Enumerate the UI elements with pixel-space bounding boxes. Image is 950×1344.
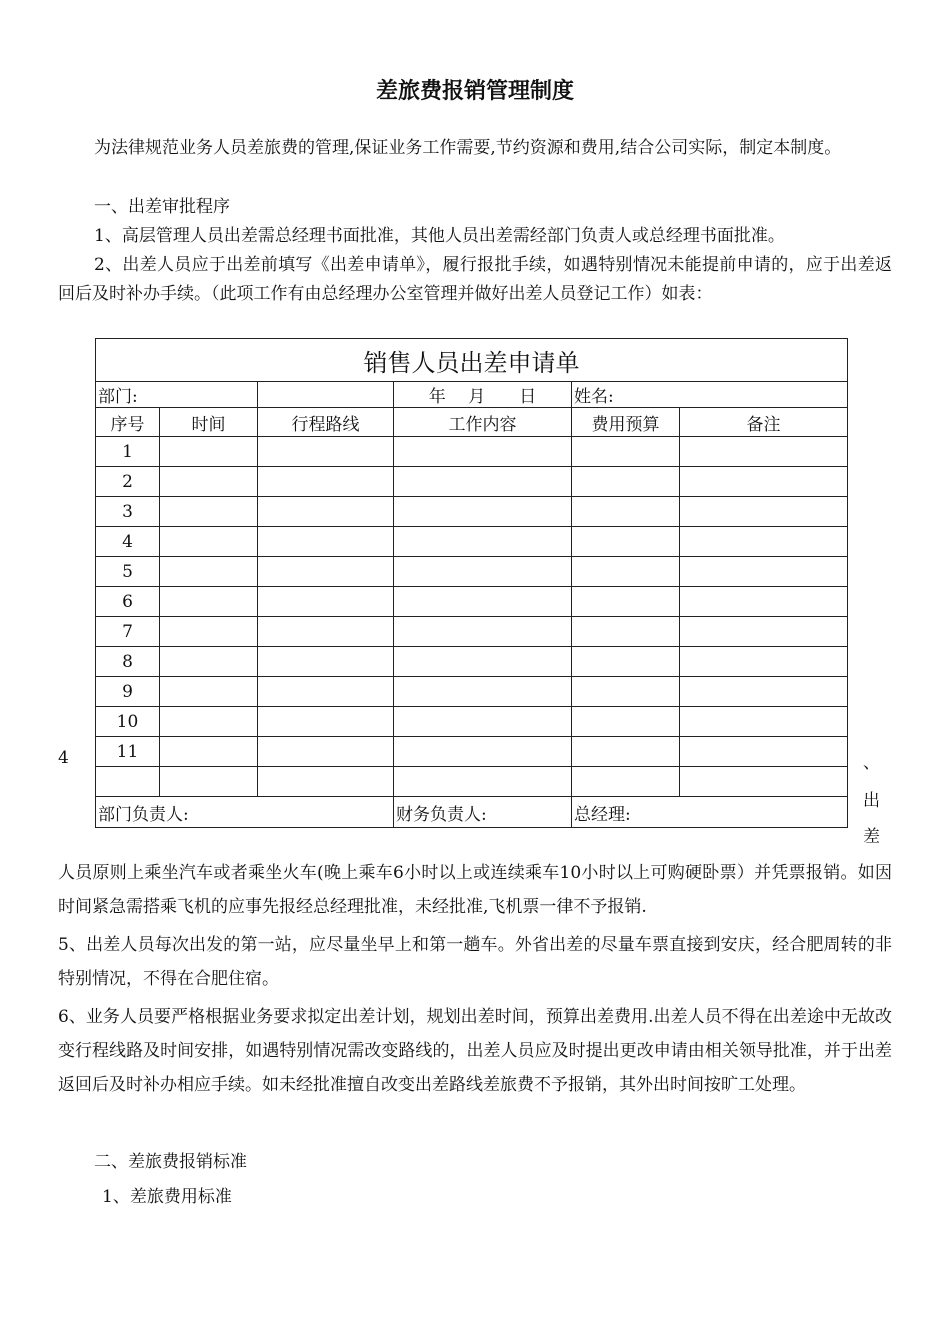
route-cell[interactable] xyxy=(258,467,394,497)
time-cell[interactable] xyxy=(160,737,258,767)
row-index: 10 xyxy=(96,707,160,737)
remarks-cell[interactable] xyxy=(680,767,848,797)
header-time: 时间 xyxy=(160,408,258,437)
travel-application-form xyxy=(95,338,848,828)
budget-cell[interactable] xyxy=(572,437,680,467)
remarks-cell[interactable] xyxy=(680,617,848,647)
budget-cell[interactable] xyxy=(572,737,680,767)
name-label: 姓名: xyxy=(572,382,848,408)
budget-cell[interactable] xyxy=(572,587,680,617)
table-row xyxy=(96,707,848,737)
route-cell[interactable] xyxy=(258,707,394,737)
remarks-cell[interactable] xyxy=(680,497,848,527)
form-title: 销售人员出差申请单 xyxy=(96,339,848,382)
time-cell[interactable] xyxy=(160,587,258,617)
table-row xyxy=(96,527,848,557)
work-content-cell[interactable] xyxy=(394,617,572,647)
work-content-cell[interactable] xyxy=(394,527,572,557)
remarks-cell[interactable] xyxy=(680,677,848,707)
table-row xyxy=(96,497,848,527)
work-content-cell[interactable] xyxy=(394,497,572,527)
header-budget: 费用预算 xyxy=(572,408,680,437)
budget-cell[interactable] xyxy=(572,467,680,497)
time-cell[interactable] xyxy=(160,647,258,677)
work-content-cell[interactable] xyxy=(394,587,572,617)
header-work-content: 工作内容 xyxy=(394,408,572,437)
budget-cell[interactable] xyxy=(572,707,680,737)
table-row xyxy=(96,557,848,587)
route-cell[interactable] xyxy=(258,557,394,587)
table-row xyxy=(96,467,848,497)
route-cell[interactable] xyxy=(258,677,394,707)
remarks-cell[interactable] xyxy=(680,737,848,767)
route-cell[interactable] xyxy=(258,617,394,647)
row-index: 1 xyxy=(96,437,160,467)
work-content-cell[interactable] xyxy=(394,467,572,497)
table-row xyxy=(96,737,848,767)
item-4-side-char-1: 、 xyxy=(863,753,880,773)
budget-cell[interactable] xyxy=(572,557,680,587)
budget-cell[interactable] xyxy=(572,527,680,557)
budget-cell[interactable] xyxy=(572,677,680,707)
table-row xyxy=(96,437,848,467)
date-label: 年 月 日 xyxy=(394,382,572,408)
item-4-side-char-3: 差 xyxy=(863,827,880,847)
document-title: 差旅费报销管理制度 xyxy=(375,78,574,104)
header-remarks: 备注 xyxy=(680,408,848,437)
route-cell[interactable] xyxy=(258,737,394,767)
row-index: 9 xyxy=(96,677,160,707)
table-row xyxy=(96,617,848,647)
intro-paragraph: 为法律规范业务人员差旅费的管理,保证业务工作需要,节约资源和费用,结合公司实际，制定本制度。 xyxy=(94,138,842,158)
item-1: 1、高层管理人员出差需总经理书面批准，其他人员出差需经部门负责人或总经理书面批准。 xyxy=(94,226,785,246)
finance-head-label: 财务负责人: xyxy=(394,797,572,828)
time-cell[interactable] xyxy=(160,557,258,587)
route-cell[interactable] xyxy=(258,437,394,467)
section-heading-approval: 一、出差审批程序 xyxy=(94,197,230,217)
remarks-cell[interactable] xyxy=(680,587,848,617)
route-cell[interactable] xyxy=(258,647,394,677)
remarks-cell[interactable] xyxy=(680,467,848,497)
item-4-side-char-2: 出 xyxy=(863,791,880,811)
work-content-cell[interactable] xyxy=(394,737,572,767)
item-4: 人员原则上乘坐汽车或者乘坐火车(晚上乘车6小时以上或连续乘车10小时以上可购硬卧票）并凭票报销。如因时间紧急需搭乘飞机的应事先报经总经理批准，未经批准,飞机票一律不予报销. xyxy=(58,863,892,917)
route-cell[interactable] xyxy=(258,527,394,557)
time-cell[interactable] xyxy=(160,767,258,797)
work-content-cell[interactable] xyxy=(394,707,572,737)
row-index: 11 xyxy=(96,737,160,767)
general-manager-label: 总经理: xyxy=(572,797,848,828)
item-4-number: 4 xyxy=(58,748,69,768)
route-cell[interactable] xyxy=(258,587,394,617)
table-row xyxy=(96,647,848,677)
time-cell[interactable] xyxy=(160,617,258,647)
remarks-cell[interactable] xyxy=(680,707,848,737)
budget-cell[interactable] xyxy=(572,767,680,797)
item-6: 6、业务人员要严格根据业务要求拟定出差计划，规划出差时间，预算出差费用.出差人员不得在出差途中无故改变行程线路及时间安排，如遇特别情况需改变路线的，出差人员应及时提出更改申请由相关领导批准，并于出差返回后及时补办相应手续。如未经批准擅自改变出差路线差旅费不予报销，其外出时间按旷工处理。 xyxy=(58,1007,892,1095)
time-cell[interactable] xyxy=(160,497,258,527)
time-cell[interactable] xyxy=(160,437,258,467)
item-2: 2、出差人员应于出差前填写《出差申请单》，履行报批手续，如遇特别情况未能提前申请的，应于出差返回后及时补办手续。（此项工作有由总经理办公室管理并做好出差人员登记工作）如表： xyxy=(58,255,892,304)
work-content-cell[interactable] xyxy=(394,437,572,467)
work-content-cell[interactable] xyxy=(394,647,572,677)
item-5: 5、出差人员每次出发的第一站，应尽量坐早上和第一趟车。外省出差的尽量车票直接到安庆，经合肥周转的非特别情况，不得在合肥住宿。 xyxy=(58,935,892,989)
budget-cell[interactable] xyxy=(572,617,680,647)
remarks-cell[interactable] xyxy=(680,557,848,587)
header-index: 序号 xyxy=(96,408,160,437)
row-index: 6 xyxy=(96,587,160,617)
time-cell[interactable] xyxy=(160,707,258,737)
route-cell[interactable] xyxy=(258,497,394,527)
work-content-cell[interactable] xyxy=(394,557,572,587)
row-index: 7 xyxy=(96,617,160,647)
table-row xyxy=(96,767,848,797)
table-row xyxy=(96,677,848,707)
section-heading-standards: 二、差旅费报销标准 xyxy=(94,1152,247,1172)
row-index: 5 xyxy=(96,557,160,587)
budget-cell[interactable] xyxy=(572,497,680,527)
table-row xyxy=(96,587,848,617)
row-index xyxy=(96,767,160,797)
row-index: 2 xyxy=(96,467,160,497)
time-cell[interactable] xyxy=(160,467,258,497)
remarks-cell[interactable] xyxy=(680,647,848,677)
route-cell[interactable] xyxy=(258,767,394,797)
form-rows xyxy=(96,437,848,797)
dept-label: 部门: xyxy=(96,382,258,408)
time-cell[interactable] xyxy=(160,527,258,557)
remarks-cell[interactable] xyxy=(680,527,848,557)
time-cell[interactable] xyxy=(160,677,258,707)
remarks-cell[interactable] xyxy=(680,437,848,467)
budget-cell[interactable] xyxy=(572,647,680,677)
row-index: 4 xyxy=(96,527,160,557)
header-route: 行程路线 xyxy=(258,408,394,437)
dept-value-cell[interactable] xyxy=(258,382,394,408)
row-index: 8 xyxy=(96,647,160,677)
work-content-cell[interactable] xyxy=(394,767,572,797)
dept-head-label: 部门负责人: xyxy=(96,797,394,828)
sub-item-1: 1、差旅费用标准 xyxy=(102,1187,232,1207)
row-index: 3 xyxy=(96,497,160,527)
work-content-cell[interactable] xyxy=(394,677,572,707)
